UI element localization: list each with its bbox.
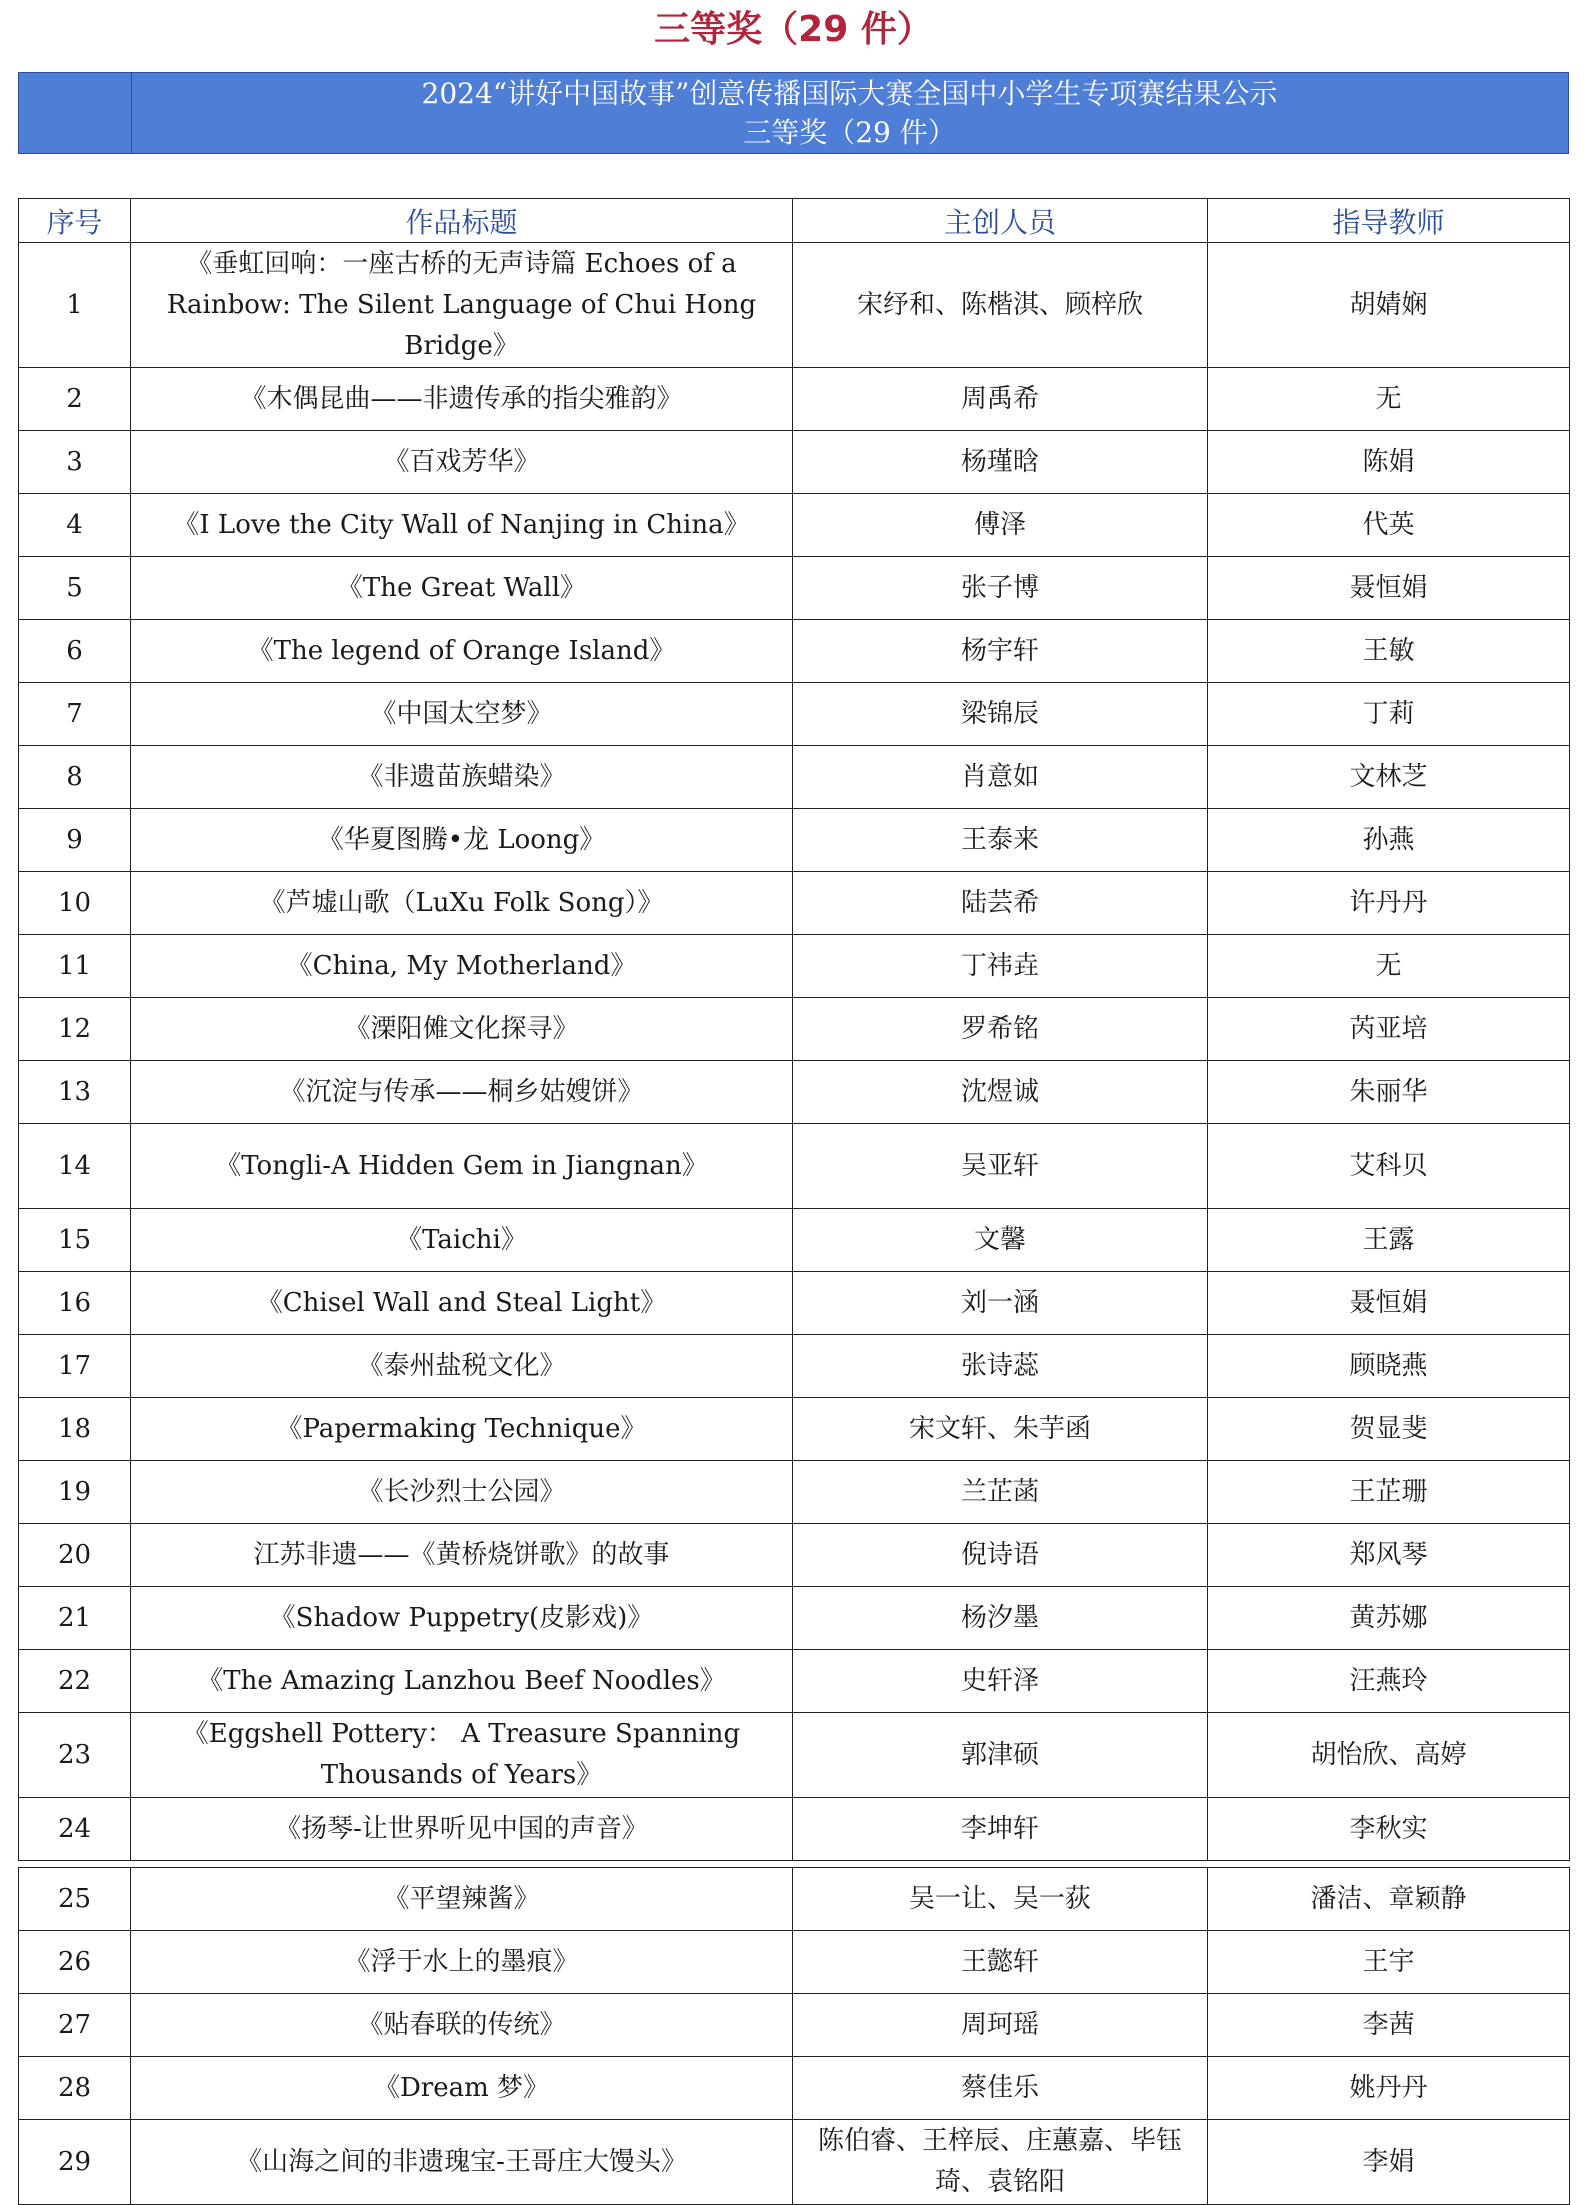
cell-index: 7 [19,683,131,746]
cell-title: 《I Love the City Wall of Nanjing in China》 [131,494,793,557]
cell-title: 《非遗苗族蜡染》 [131,746,793,809]
cell-creators: 倪诗语 [793,1524,1208,1587]
cell-index: 21 [19,1587,131,1650]
table-row [19,1124,1570,1209]
cell-teacher: 姚丹丹 [1208,2057,1570,2120]
banner-side-cell [19,73,132,153]
cell-index: 22 [19,1650,131,1713]
cell-index: 24 [19,1798,131,1861]
table-row [19,431,1570,494]
cell-creators: 蔡佳乐 [793,2057,1208,2120]
cell-creators: 沈煜诚 [793,1061,1208,1124]
cell-title: 《Eggshell Pottery： A Treasure Spanning Thousands of Years》 [131,1713,793,1798]
table-row [19,1868,1570,1931]
cell-title: 《华夏图腾•龙 Loong》 [131,809,793,872]
cell-creators: 梁锦辰 [793,683,1208,746]
table-row [19,1335,1570,1398]
banner-subtitle: 三等奖（29 件） [743,116,956,149]
cell-index: 8 [19,746,131,809]
cell-creators: 宋纾和、陈楷淇、顾梓欣 [793,243,1208,368]
cell-index: 17 [19,1335,131,1398]
cell-teacher: 李娟 [1208,2120,1570,2205]
award-title: 三等奖（29 件） [654,9,933,50]
cell-title: 《山海之间的非遗瑰宝-王哥庄大馒头》 [131,2120,793,2205]
cell-teacher: 文林芝 [1208,746,1570,809]
cell-title: 《芦墟山歌（LuXu Folk Song）》 [131,872,793,935]
cell-creators: 吴一让、吴一荻 [793,1868,1208,1931]
cell-teacher: 汪燕玲 [1208,1650,1570,1713]
cell-teacher: 艾科贝 [1208,1124,1570,1209]
table-row [19,494,1570,557]
table-row [19,935,1570,998]
table-row [19,1524,1570,1587]
cell-creators: 周珂瑶 [793,1994,1208,2057]
table-row [19,809,1570,872]
cell-title: 《垂虹回响：一座古桥的无声诗篇 Echoes of a Rainbow: The Silent Language of Chui Hong Bridge》 [131,243,793,368]
cell-creators: 张子博 [793,557,1208,620]
cell-index: 2 [19,368,131,431]
cell-teacher: 郑风琴 [1208,1524,1570,1587]
cell-teacher: 芮亚培 [1208,998,1570,1061]
title-banner [18,72,1569,154]
cell-index: 20 [19,1524,131,1587]
cell-creators: 郭津硕 [793,1713,1208,1798]
banner-text [131,73,1568,153]
cell-title: 《长沙烈士公园》 [131,1461,793,1524]
cell-index: 27 [19,1994,131,2057]
table-row [19,1798,1570,1861]
cell-teacher: 聂恒娟 [1208,557,1570,620]
cell-title: 《溧阳傩文化探寻》 [131,998,793,1061]
cell-index: 18 [19,1398,131,1461]
table-row [19,2120,1570,2205]
cell-title: 《China, My Motherland》 [131,935,793,998]
cell-teacher: 潘洁、章颖静 [1208,1868,1570,1931]
cell-index: 3 [19,431,131,494]
page-break-gap [19,1861,1570,1868]
cell-teacher: 王宇 [1208,1931,1570,1994]
header-index: 序号 [19,199,131,243]
cell-creators: 宋文轩、朱芋函 [793,1398,1208,1461]
cell-index: 15 [19,1209,131,1272]
table-row [19,1272,1570,1335]
header-creators: 主创人员 [793,199,1208,243]
cell-title: 《沉淀与传承——桐乡姑嫂饼》 [131,1061,793,1124]
cell-teacher: 李秋实 [1208,1798,1570,1861]
cell-index: 1 [19,243,131,368]
cell-teacher: 孙燕 [1208,809,1570,872]
cell-title: 《贴春联的传统》 [131,1994,793,2057]
cell-index: 23 [19,1713,131,1798]
cell-teacher: 李茜 [1208,1994,1570,2057]
header-teacher: 指导教师 [1208,199,1570,243]
table-row [19,620,1570,683]
cell-index: 19 [19,1461,131,1524]
table-row [19,2057,1570,2120]
cell-title: 《中国太空梦》 [131,683,793,746]
cell-creators: 陈伯睿、王梓辰、庄蕙嘉、毕钰琦、袁铭阳 [793,2120,1208,2205]
cell-creators: 罗希铭 [793,998,1208,1061]
cell-index: 29 [19,2120,131,2205]
cell-title: 《Chisel Wall and Steal Light》 [131,1272,793,1335]
cell-index: 28 [19,2057,131,2120]
table-row [19,1209,1570,1272]
cell-teacher: 王芷珊 [1208,1461,1570,1524]
banner-title: 2024“讲好中国故事”创意传播国际大赛全国中小学生专项赛结果公示 [421,77,1278,110]
cell-title: 《The legend of Orange Island》 [131,620,793,683]
cell-index: 12 [19,998,131,1061]
cell-index: 9 [19,809,131,872]
cell-index: 11 [19,935,131,998]
cell-teacher: 王露 [1208,1209,1570,1272]
table-row [19,368,1570,431]
table-row [19,872,1570,935]
cell-index: 13 [19,1061,131,1124]
cell-teacher: 王敏 [1208,620,1570,683]
cell-teacher: 聂恒娟 [1208,1272,1570,1335]
cell-title: 《木偶昆曲——非遗传承的指尖雅韵》 [131,368,793,431]
cell-creators: 王懿轩 [793,1931,1208,1994]
table-row [19,1398,1570,1461]
table-row [19,1061,1570,1124]
cell-index: 26 [19,1931,131,1994]
cell-teacher: 无 [1208,935,1570,998]
cell-creators: 李坤轩 [793,1798,1208,1861]
cell-teacher: 许丹丹 [1208,872,1570,935]
cell-creators: 刘一涵 [793,1272,1208,1335]
cell-title: 《泰州盐税文化》 [131,1335,793,1398]
cell-creators: 史轩泽 [793,1650,1208,1713]
cell-title: 《The Amazing Lanzhou Beef Noodles》 [131,1650,793,1713]
cell-creators: 陆芸希 [793,872,1208,935]
cell-index: 25 [19,1868,131,1931]
cell-teacher: 胡婧娴 [1208,243,1570,368]
cell-title: 《Papermaking Technique》 [131,1398,793,1461]
cell-title: 《Taichi》 [131,1209,793,1272]
cell-teacher: 无 [1208,368,1570,431]
cell-title: 《The Great Wall》 [131,557,793,620]
cell-title: 《百戏芳华》 [131,431,793,494]
cell-teacher: 黄苏娜 [1208,1587,1570,1650]
table-row [19,1461,1570,1524]
table-row [19,1994,1570,2057]
cell-creators: 杨瑾晗 [793,431,1208,494]
cell-creators: 吴亚轩 [793,1124,1208,1209]
table-row [19,683,1570,746]
cell-title: 《Shadow Puppetry(皮影戏)》 [131,1587,793,1650]
table-row [19,243,1570,368]
cell-teacher: 代英 [1208,494,1570,557]
results-table [18,198,1570,2205]
page-break-cell [19,1861,1570,1868]
cell-creators: 王泰来 [793,809,1208,872]
cell-creators: 丁祎垚 [793,935,1208,998]
cell-creators: 周禹希 [793,368,1208,431]
cell-title: 《浮于水上的墨痕》 [131,1931,793,1994]
cell-teacher: 陈娟 [1208,431,1570,494]
cell-index: 4 [19,494,131,557]
table-row [19,557,1570,620]
cell-title: 《Tongli-A Hidden Gem in Jiangnan》 [131,1124,793,1209]
cell-title: 《扬琴-让世界听见中国的声音》 [131,1798,793,1861]
cell-title: 《平望辣酱》 [131,1868,793,1931]
table-row [19,1650,1570,1713]
cell-title: 《Dream 梦》 [131,2057,793,2120]
cell-title: 江苏非遗——《黄桥烧饼歌》的故事 [131,1524,793,1587]
cell-teacher: 胡怡欣、高婷 [1208,1713,1570,1798]
cell-index: 14 [19,1124,131,1209]
cell-creators: 杨宇轩 [793,620,1208,683]
table-header-row [19,199,1570,243]
table-row [19,746,1570,809]
cell-creators: 文馨 [793,1209,1208,1272]
table-row [19,998,1570,1061]
cell-teacher: 贺显斐 [1208,1398,1570,1461]
table-row [19,1587,1570,1650]
header-title: 作品标题 [131,199,793,243]
cell-teacher: 朱丽华 [1208,1061,1570,1124]
cell-creators: 杨汐墨 [793,1587,1208,1650]
cell-creators: 傅泽 [793,494,1208,557]
cell-index: 16 [19,1272,131,1335]
cell-index: 10 [19,872,131,935]
cell-index: 6 [19,620,131,683]
cell-index: 5 [19,557,131,620]
cell-creators: 肖意如 [793,746,1208,809]
table-row [19,1713,1570,1798]
table-body [19,243,1570,2205]
cell-creators: 张诗蕊 [793,1335,1208,1398]
cell-teacher: 丁莉 [1208,683,1570,746]
cell-creators: 兰芷菡 [793,1461,1208,1524]
cell-teacher: 顾晓燕 [1208,1335,1570,1398]
table-row [19,1931,1570,1994]
